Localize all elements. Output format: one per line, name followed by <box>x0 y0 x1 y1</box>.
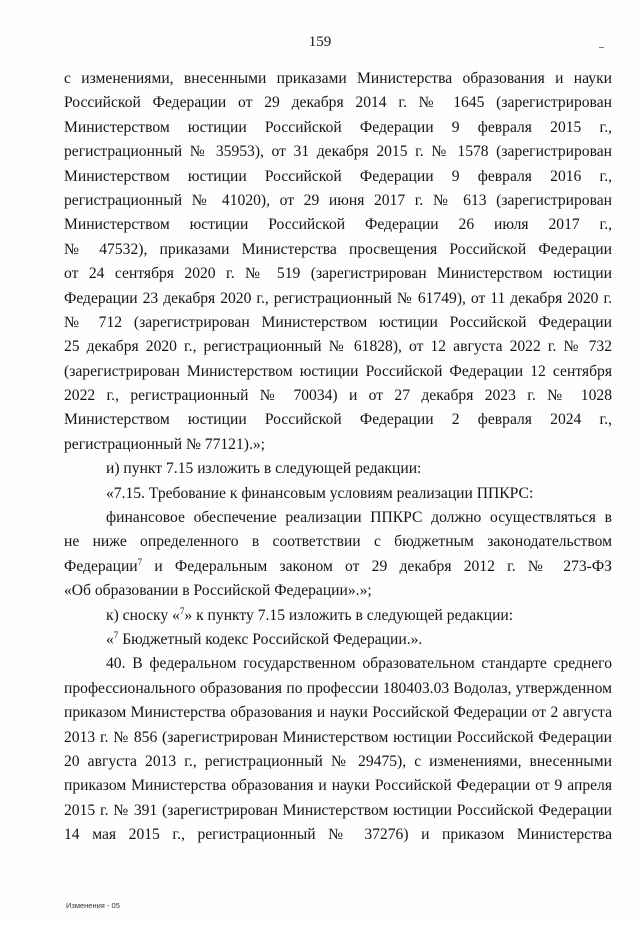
footnote-ref: 7 <box>179 605 185 616</box>
text-line: 25 декабря 2020 г., регистрационный № 61828), от 12 августа 2022 г. № 732 <box>64 338 612 356</box>
text-line <box>64 628 612 652</box>
text-line: регистрационный № 35953), от 31 декабря 2015 г. № 1578 (зарегистрирован <box>64 143 612 161</box>
footer-revision-label: Изменения - 05 <box>66 901 120 910</box>
text-line: Министерством юстиции Российской Федерации 9 февраля 2016 г., <box>64 167 612 185</box>
footnote-ref: 7 <box>113 629 119 640</box>
text-line: 14 мая 2015 г., регистрационный № 37276) и приказом Министерства <box>64 826 612 844</box>
text-line: не ниже определенного в соответствии с бюджетным законодательством <box>64 533 612 551</box>
scan-mark <box>599 47 604 48</box>
text-line: регистрационный № 41020), от 29 июня 2017 г. № 613 (зарегистрирован <box>64 191 612 209</box>
text-line: 2022 г., регистрационный № 70034) и от 27 декабря 2023 г. № 1028 <box>64 387 612 405</box>
footnote-ref: 7 <box>137 556 143 567</box>
text-line: от 24 сентября 2020 г. № 519 (зарегистрирован Министерством юстиции <box>64 265 612 283</box>
text-segment: » к пункту 7.15 изложить в следующей редакции: <box>184 606 514 624</box>
text-line: «7.15. Требование к финансовым условиям реализации ППКРС: <box>106 484 534 502</box>
text-line: Министерством юстиции Российской Федерации 9 февраля 2015 г., <box>64 118 612 136</box>
text-line: 40. В федеральном государственном образовательном стандарте среднего <box>106 655 612 673</box>
text-line: Министерством юстиции Российской Федерации 26 июля 2017 г., <box>64 216 612 234</box>
text-line: Федерации 23 декабря 2020 г., регистрационный № 61749), от 11 декабря 2020 г. <box>64 289 612 307</box>
text-segment: Федерации <box>64 557 138 575</box>
text-segment: Бюджетный кодекс Российской Федерации.». <box>118 630 423 648</box>
text-line: (зарегистрирован Министерством юстиции Российской Федерации 12 сентября <box>64 362 612 380</box>
text-line: 2013 г. № 856 (зарегистрирован Министерством юстиции Российской Федерации <box>64 728 612 746</box>
text-line: 2015 г. № 391 (зарегистрирован Министерством юстиции Российской Федерации <box>64 801 612 819</box>
text-line: с изменениями, внесенными приказами Министерства образования и науки <box>64 70 612 87</box>
document-body <box>64 67 612 848</box>
text-line: финансовое обеспечение реализации ППКРС должно осуществляться в <box>106 509 612 527</box>
text-segment: « <box>106 630 114 648</box>
text-line: приказом Министерства образования и науки Российской Федерации от 2 августа <box>64 704 612 722</box>
text-line: № 712 (зарегистрирован Министерством юстиции Российской Федерации <box>64 313 612 331</box>
text-segment: к) сноску « <box>106 606 180 624</box>
text-line <box>64 604 612 628</box>
text-line: приказом Министерства образования и науки Российской Федерации от 9 апреля <box>64 777 612 795</box>
page-number: 159 <box>308 34 332 50</box>
text-line: Министерством юстиции Российской Федерации 2 февраля 2024 г., <box>64 411 612 429</box>
text-segment: и Федеральным законом от 29 декабря 2012 г. № 273-ФЗ <box>142 557 612 575</box>
text-line: профессионального образования по профессии 180403.03 Водолаз, утвержденном <box>64 679 612 697</box>
text-line: «Об образовании в Российской Федерации».»; <box>64 582 372 600</box>
text-line: и) пункт 7.15 изложить в следующей редакции: <box>106 460 422 478</box>
text-line <box>64 555 612 579</box>
text-line: регистрационный № 77121).»; <box>64 435 265 453</box>
text-line: Российской Федерации от 29 декабря 2014 г. № 1645 (зарегистрирован <box>64 94 612 112</box>
text-line: 20 августа 2013 г., регистрационный № 29475), с изменениями, внесенными <box>64 752 612 770</box>
text-line: № 47532), приказами Министерства просвещения Российской Федерации <box>64 240 612 258</box>
